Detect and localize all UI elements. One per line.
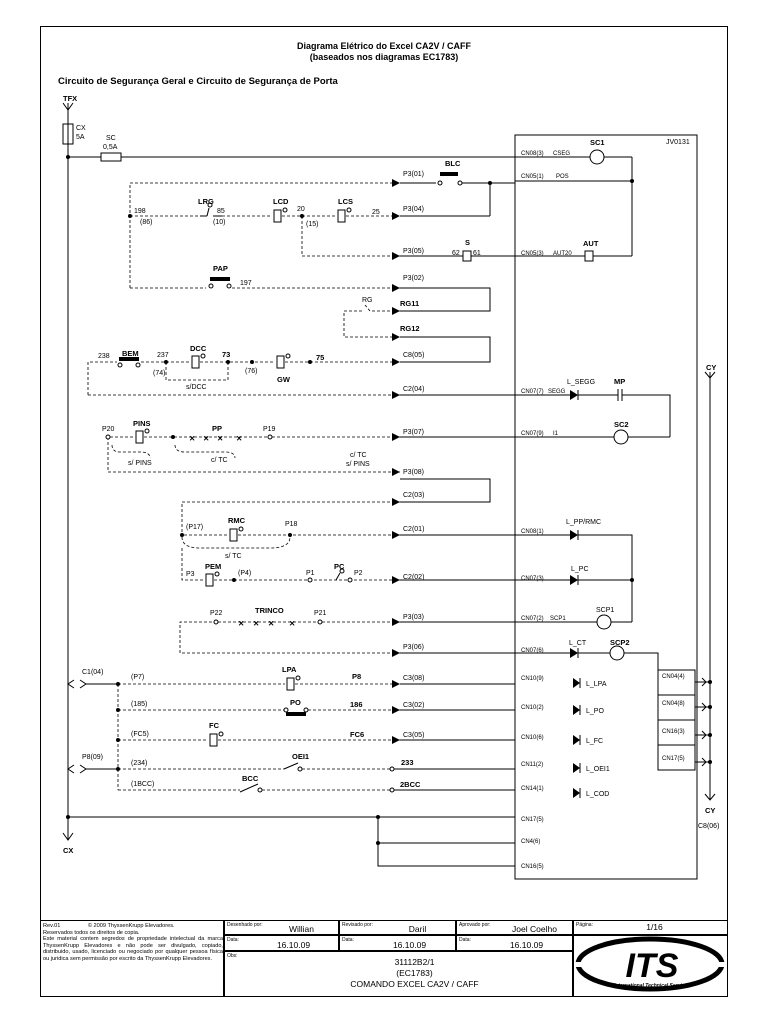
label-cy-top: CY: [706, 363, 717, 372]
connector-label: CN08(1): [521, 529, 544, 535]
trinco-label: TRINCO: [255, 606, 284, 615]
switch-lcs: [338, 210, 345, 222]
node-p17: (P17): [186, 524, 204, 531]
node-p21: P21: [314, 610, 327, 617]
document-description: COMANDO EXCEL CA2V / CAFF: [350, 979, 479, 989]
desenhado-value: Willian: [288, 924, 315, 934]
diagram-title: Diagrama Elétrico do Excel CA2V / CAFF: [296, 41, 472, 51]
relay-aut: [585, 251, 593, 261]
switch-lpa: [287, 678, 294, 690]
fuse-cx-label: CX: [76, 125, 86, 132]
label-c8-05: C8(05): [403, 352, 425, 359]
node-238: 238: [98, 353, 110, 360]
node-p18: P18: [285, 521, 298, 528]
fuse-sc: [101, 153, 121, 161]
internal-label: CSEG: [553, 151, 571, 157]
fuse-sc-label: SC: [106, 135, 116, 142]
connector-label: CN10(9): [521, 676, 544, 682]
right-connectors: [658, 670, 712, 770]
node-185: (185): [131, 701, 148, 708]
ctc-label: c/ TC: [211, 457, 228, 464]
po-label: PO: [290, 698, 301, 707]
blc-label: BLC: [445, 159, 461, 168]
node-186: 186: [350, 700, 363, 709]
node-p4: (P4): [238, 570, 252, 577]
l-ct-label: L_CT: [569, 640, 587, 647]
l-lpa-label: L_LPA: [586, 681, 607, 688]
connector-label: CN05(1): [521, 174, 544, 180]
scp1-lamp-label: SCP1: [596, 607, 615, 614]
cross-pp: ✕: [236, 434, 243, 443]
gw-label: GW: [277, 375, 290, 384]
pagina-cell: [573, 920, 728, 935]
connector-label: CN4(6): [521, 839, 541, 845]
l-pp-rmc-label: L_PP/RMC: [566, 519, 602, 526]
aprovado-cell: [456, 920, 573, 935]
connector-label: CN17(5): [662, 756, 685, 762]
lcs-label: LCS: [338, 197, 353, 206]
mp-label: MP: [614, 377, 626, 386]
node-p2: P2: [354, 570, 363, 577]
label-p3-02: P3(02): [403, 275, 425, 282]
logo-subtitle: International Technical Services: [613, 983, 691, 989]
internal-label: SEGG: [548, 389, 566, 395]
aut-label: AUT: [583, 239, 599, 248]
spins2-label: s/ PINS: [346, 461, 370, 468]
rg11-label: RG11: [400, 299, 420, 308]
connector-label: CN14(1): [521, 786, 544, 792]
obs-label: Obs:: [227, 953, 238, 959]
connector-label: CN10(6): [521, 735, 544, 741]
node-234: (234): [131, 760, 148, 767]
left-rail: [63, 94, 515, 855]
pem-label: PEM: [205, 562, 222, 571]
connector-label: CN17(5): [521, 817, 544, 823]
l-po-label: L_PO: [586, 708, 604, 715]
label-c8-06: C8(06): [698, 823, 720, 830]
label-cx-bottom: CX: [63, 846, 74, 855]
desenhado-cell: [224, 920, 339, 935]
rg12-label: RG12: [400, 324, 420, 333]
label-p3-07: P3(07): [403, 429, 425, 436]
label-p3-04: P3(04): [403, 206, 425, 213]
cross-pp: ✕: [203, 434, 210, 443]
node-p22: P22: [210, 610, 223, 617]
lcd-label: LCD: [273, 197, 289, 206]
dcc-label: DCC: [190, 344, 207, 353]
label-p3-01: P3(01): [403, 171, 425, 178]
node-p8: P8: [352, 672, 362, 681]
obs-cell: [224, 951, 573, 997]
connector-label: CN07(6): [521, 648, 544, 654]
indicator-leds: [573, 678, 610, 798]
node-73: 73: [222, 350, 231, 359]
node-197: 197: [240, 280, 252, 287]
data-label: Data:: [227, 937, 239, 943]
node-p1: P1: [306, 570, 315, 577]
connector-label: CN05(3): [521, 251, 544, 257]
node-15: (15): [306, 221, 319, 228]
switch-lcd: [274, 210, 281, 222]
data2-value: 16.10.09: [392, 940, 427, 950]
rights: Reservados todos os direitos de copia.: [43, 929, 140, 936]
node-20: 20: [297, 206, 305, 213]
sdcc-label: s/DCC: [186, 384, 207, 391]
switch-po: [286, 712, 306, 716]
l-fc-label: L_FC: [586, 738, 604, 745]
document-number: 31112B2/1: [394, 957, 435, 967]
connector-label: CN10(2): [521, 705, 544, 711]
copyright: © 2009 ThyssenKrupp Elevadores.: [87, 923, 175, 929]
node-2bcc: 2BCC: [400, 780, 421, 789]
l-oei1-label: L_OEI1: [586, 766, 610, 773]
connector-label: CN16(3): [662, 729, 685, 735]
rg-label: RG: [362, 297, 373, 304]
revisado-label: Revisado por:: [342, 922, 373, 928]
switch-dcc: [192, 356, 199, 368]
lamp-sc2: [614, 430, 628, 444]
bcc-label: BCC: [242, 774, 259, 783]
cross-pp: ✕: [217, 434, 224, 443]
section-title: Circuito de Segurança Geral e Circuito de Segurança de Porta: [58, 76, 338, 87]
label-p3-03: P3(03): [403, 614, 425, 621]
label-cy-bottom: CY: [705, 806, 716, 815]
sc2-label: SC2: [614, 420, 629, 429]
ctc2-label: c/ TC: [350, 452, 367, 459]
label-p8: P8(09): [82, 754, 104, 761]
node-62: 62: [452, 250, 460, 257]
label-p3-06: P3(06): [403, 644, 425, 651]
sc1-label: SC1: [590, 138, 605, 147]
notice: Este material contem segredos de propriedade intelectual da marca ThyssenKrupp Elevadores e não pode ser divulgado, copiado, distribuido, usado, licenciado ou negociado por qualquer pessoa física ou juridica sem permissão por escrito da ThyssenKrupp Elevadores.: [43, 936, 223, 962]
label-tfx: TFX: [63, 94, 78, 103]
lamp-scp2: [610, 646, 624, 660]
pc-label: PC: [334, 562, 345, 571]
its-logo: [574, 934, 726, 995]
node-85: 85: [217, 208, 225, 215]
lpa-label: LPA: [282, 665, 297, 674]
revision: Rev.01: [43, 923, 61, 929]
connector-label: CN04(8): [662, 701, 685, 707]
data3-value: 16.10.09: [509, 940, 544, 950]
label-c2-01: C2(01): [403, 526, 425, 533]
cross-trinco: ✕: [268, 619, 275, 628]
node-75: 75: [316, 353, 325, 362]
data2-cell: [339, 935, 456, 951]
data-label: Data:: [342, 937, 354, 943]
node-76: (76): [245, 368, 258, 375]
node-237: 237: [157, 352, 169, 359]
internal-label: AUT20: [553, 251, 572, 257]
internal-label: POS: [556, 174, 569, 180]
pagina-value: 1/16: [646, 922, 663, 932]
internal-label: I1: [553, 431, 559, 437]
connector-label: CN11(2): [521, 762, 544, 768]
cross-trinco: ✕: [253, 619, 260, 628]
switch-pins: [136, 431, 143, 443]
aprovado-label: Aprovado por:: [459, 922, 491, 928]
node-10: (10): [213, 219, 226, 226]
node-74: (74): [153, 370, 166, 377]
lamp-sc1: [590, 150, 604, 164]
spins-label: s/ PINS: [128, 460, 152, 467]
node-fc5: (FC5): [131, 731, 149, 738]
connector-label: CN08(3): [521, 151, 544, 157]
document-reference: (EC1783): [396, 968, 433, 978]
label-p3-05: P3(05): [403, 248, 425, 255]
pap-label: PAP: [213, 264, 228, 273]
label-c3-05: C3(05): [403, 732, 425, 739]
right-rail: [698, 363, 719, 830]
switch-pem: [206, 574, 213, 586]
data1-value: 16.10.09: [276, 940, 311, 950]
node-233: 233: [401, 758, 414, 767]
fuse-cx-rating: 5A: [76, 134, 85, 141]
cross-trinco: ✕: [289, 619, 296, 628]
node-p20: P20: [102, 426, 115, 433]
data-label: Data:: [459, 937, 471, 943]
connector-label: CN07(9): [521, 431, 544, 437]
aprovado-value: Joel Coelho: [512, 924, 557, 934]
switch-gw: [277, 356, 284, 368]
desenhado-label: Desenhado por:: [227, 922, 263, 928]
lamp-scp1: [597, 615, 611, 629]
bem-label: BEM: [122, 349, 139, 358]
pins-label: PINS: [133, 419, 151, 428]
internal-label: SCP1: [550, 616, 566, 622]
connector-label: CN04(4): [662, 674, 685, 680]
cross-trinco: ✕: [238, 619, 245, 628]
stc-label: s/ TC: [225, 553, 242, 560]
pp-label: PP: [212, 424, 223, 433]
label-p3-08: P3(08): [403, 469, 425, 476]
pagina-label: Página:: [576, 922, 593, 928]
fc-label: FC: [209, 721, 219, 730]
fuse-sc-rating: 0,5A: [103, 144, 118, 151]
revisado-cell: [339, 920, 456, 935]
board-jv0131: [515, 135, 712, 879]
copyright-cell: [40, 920, 224, 997]
switch-blc: [440, 172, 458, 176]
node-1bcc: (1BCC): [131, 781, 155, 788]
node-p19: P19: [263, 426, 276, 433]
connector-label: CN07(2): [521, 616, 544, 622]
logo-text: ITS: [625, 947, 679, 985]
label-c2-02: C2(02): [403, 574, 425, 581]
switch-rmc: [230, 529, 237, 541]
rmc-label: RMC: [228, 516, 246, 525]
connector-label: CN07(7): [521, 389, 544, 395]
label-c2-03: C2(03): [403, 492, 425, 499]
safety-circuit: [88, 159, 515, 866]
s-label: S: [465, 238, 471, 247]
scp2-label: SCP2: [610, 638, 630, 647]
l-cod-label: L_COD: [586, 791, 610, 798]
label-c2-04: C2(04): [403, 386, 425, 393]
revisado-value: Daril: [408, 924, 427, 934]
board-name: JV0131: [666, 139, 690, 146]
connector-label: CN16(5): [521, 864, 544, 870]
switch-fc: [210, 734, 217, 746]
label-c3-02: C3(02): [403, 702, 425, 709]
node-86: (86): [140, 219, 153, 226]
l-segg-label: L_SEGG: [567, 379, 596, 386]
node-25: 25: [372, 209, 380, 216]
switch-s: [463, 251, 471, 261]
node-fc6: FC6: [350, 730, 365, 739]
diagram-subtitle: (baseados nos diagramas EC1783): [309, 52, 459, 62]
node-p3: P3: [186, 571, 195, 578]
label-c3-08: C3(08): [403, 675, 425, 682]
cross-pp: ✕: [189, 434, 196, 443]
connector-label: CN07(3): [521, 576, 544, 582]
l-pc-label: L_PC: [571, 566, 589, 573]
node-61: 61: [473, 250, 481, 257]
data1-cell: [224, 935, 339, 951]
node-p7: (P7): [131, 674, 145, 681]
data3-cell: [456, 935, 573, 951]
oei1-label: OEI1: [292, 752, 310, 761]
node-198: 198: [134, 208, 146, 215]
label-c1: C1(04): [82, 669, 104, 676]
lrg-label: LRG: [198, 197, 214, 206]
switch-pap: [210, 277, 230, 281]
